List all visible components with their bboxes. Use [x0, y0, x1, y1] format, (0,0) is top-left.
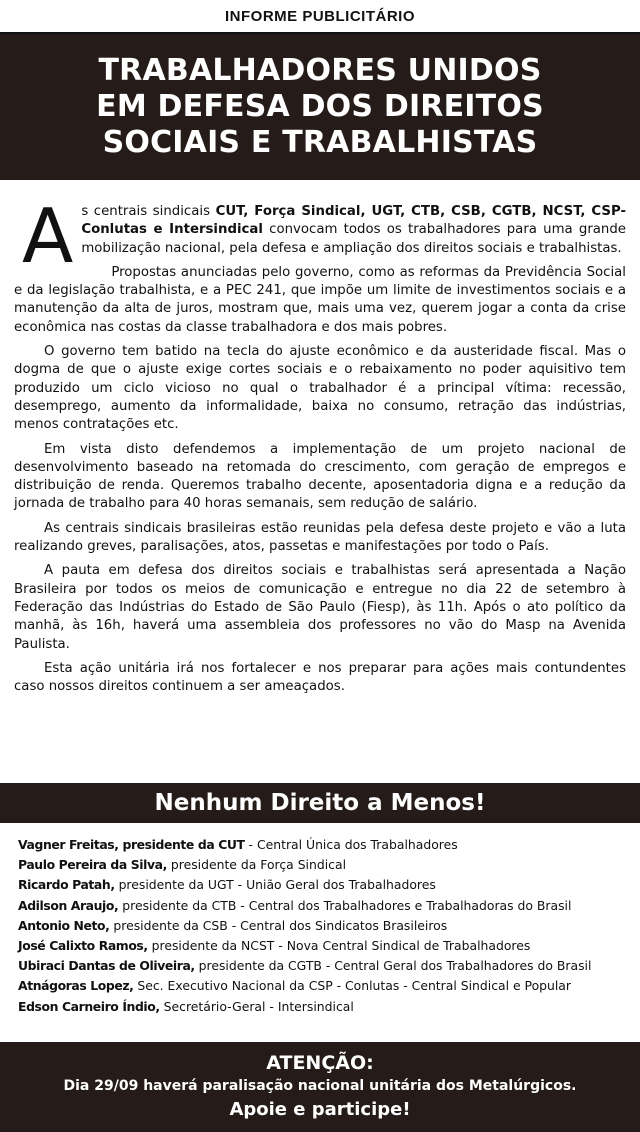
call-to-action: Apoie e participe! [229, 1099, 411, 1120]
signatory-role: presidente da UGT - União Geral dos Trabalhadores [114, 877, 436, 893]
signatory-name: Paulo Pereira da Silva, [18, 857, 167, 873]
signatory-line [18, 855, 622, 875]
signatory-line [18, 936, 622, 956]
signatory-name: Ubiraci Dantas de Oliveira, [18, 958, 195, 974]
strike-notice: Dia 29/09 haverá paralisação nacional unitária dos Metalúrgicos. [63, 1078, 577, 1094]
signatory-role: presidente da CSB - Central dos Sindicatos Brasileiros [109, 917, 448, 933]
signatory-line [18, 956, 622, 976]
headline-line-1: TRABALHADORES UNIDOS [98, 53, 542, 88]
drop-cap: A [22, 192, 74, 280]
signatories-list [0, 823, 640, 1043]
signatory-line [18, 875, 622, 895]
signatory-name: Adilson Araujo, [18, 897, 119, 913]
signatory-role: - Central Única dos Trabalhadores [244, 837, 458, 852]
paragraph-1-rest: convocam todos os trabalhadores para uma grande mobilização nacional, pela defesa e ampliação dos direitos sociais e trabalhistas. [81, 222, 626, 256]
signatory-name: José Calixto Ramos, [18, 938, 148, 954]
article-paragraph-6: A pauta em defesa dos direitos sociais e trabalhistas será apresentada a Nação Brasileira por todos os meios de comunicação e entregue no dia 22 de setembro à Federação das Indústrias do Estado de São Paulo (Fiesp), às 11h. Após o ato político da manhã, às 16h, haverá uma assembleia dos professores no vão do Masp na Avenida Paulista. [14, 563, 626, 652]
union-list: CUT, Força Sindical, UGT, CTB, CSB, CGTB, NCST, CSP-Conlutas e Intersindical [81, 204, 626, 238]
signatory-role: Secretário-Geral - Intersindical [159, 998, 354, 1014]
article-paragraph-2: Propostas anunciadas pelo governo, como as reformas da Previdência Social e da legislação trabalhista, e a PEC 241, que impõe um limite de investimentos sociais e a manutenção da alta de juros, mostram que, mais uma vez, querem jogar a conta da crise econômica nas costas da classe trabalhadora e dos mais pobres. [14, 264, 626, 335]
headline-line-2: EM DEFESA DOS DIREITOS [96, 89, 544, 124]
headline-line-3: SOCIAIS E TRABALHISTAS [102, 125, 538, 160]
signatory-line [18, 997, 622, 1017]
signatory-line [18, 896, 622, 916]
signatory-line [18, 976, 622, 996]
signatory-role: presidente da CTB - Central dos Trabalhadores e Trabalhadoras do Brasil [118, 897, 572, 913]
article-body [0, 180, 640, 785]
signatory-name: Antonio Neto, [18, 917, 110, 933]
signatory-name: Atnágoras Lopez, [18, 978, 134, 994]
signatory-name: Ricardo Patah, [18, 877, 115, 893]
advertorial-label: INFORME PUBLICITÁRIO [0, 0, 640, 34]
article-paragraph-1 [14, 192, 626, 280]
signatory-role: presidente da Força Sindical [166, 857, 347, 873]
article-paragraph-7: Esta ação unitária irá nos fortalecer e nos preparar para ações mais contundentes caso nossos direitos continuem a ser ameaçados. [14, 660, 626, 695]
signatory-name: Edson Carneiro Índio, [18, 998, 160, 1014]
article-paragraph-4: Em vista disto defendemos a implementação de um projeto nacional de desenvolvimento baseado na retomada do crescimento, com geração de empregos e distribuição de renda. Queremos trabalho decente, aposentadoria digna e a redução da jornada de trabalho para 40 horas semanais, sem redução de salário. [14, 441, 626, 512]
slogan-banner: Nenhum Direito a Menos! [0, 783, 640, 823]
headline-banner [0, 34, 640, 180]
article-paragraph-3: O governo tem batido na tecla do ajuste econômico e da austeridade fiscal. Mas o dogma de que o ajuste exige cortes sociais e o rebaixamento no poder aquisitivo tem produzido um ciclo vicioso no qual o trabalhador é a principal vítima: recessão, desemprego, aumento da informalidade, baixa no consumo, retração das indústrias, menos contratações etc. [14, 344, 626, 433]
paragraph-1-intro: s centrais sindicais [81, 204, 216, 219]
signatory-line [18, 835, 622, 855]
signatory-line [18, 916, 622, 936]
signatory-name: Vagner Freitas, presidente da CUT [18, 837, 245, 852]
attention-banner [0, 1042, 640, 1132]
article-paragraph-5: As centrais sindicais brasileiras estão reunidas pela defesa deste projeto e vão a luta realizando greves, paralisações, atos, passetas e manifestações por todo o País. [14, 520, 626, 555]
signatory-role: presidente da CGTB - Central Geral dos Trabalhadores do Brasil [194, 958, 592, 974]
signatory-role: Sec. Executivo Nacional da CSP - Conlutas - Central Sindical e Popular [133, 978, 571, 994]
signatory-role: presidente da NCST - Nova Central Sindical de Trabalhadores [147, 938, 531, 954]
attention-heading: ATENÇÃO: [266, 1052, 374, 1074]
